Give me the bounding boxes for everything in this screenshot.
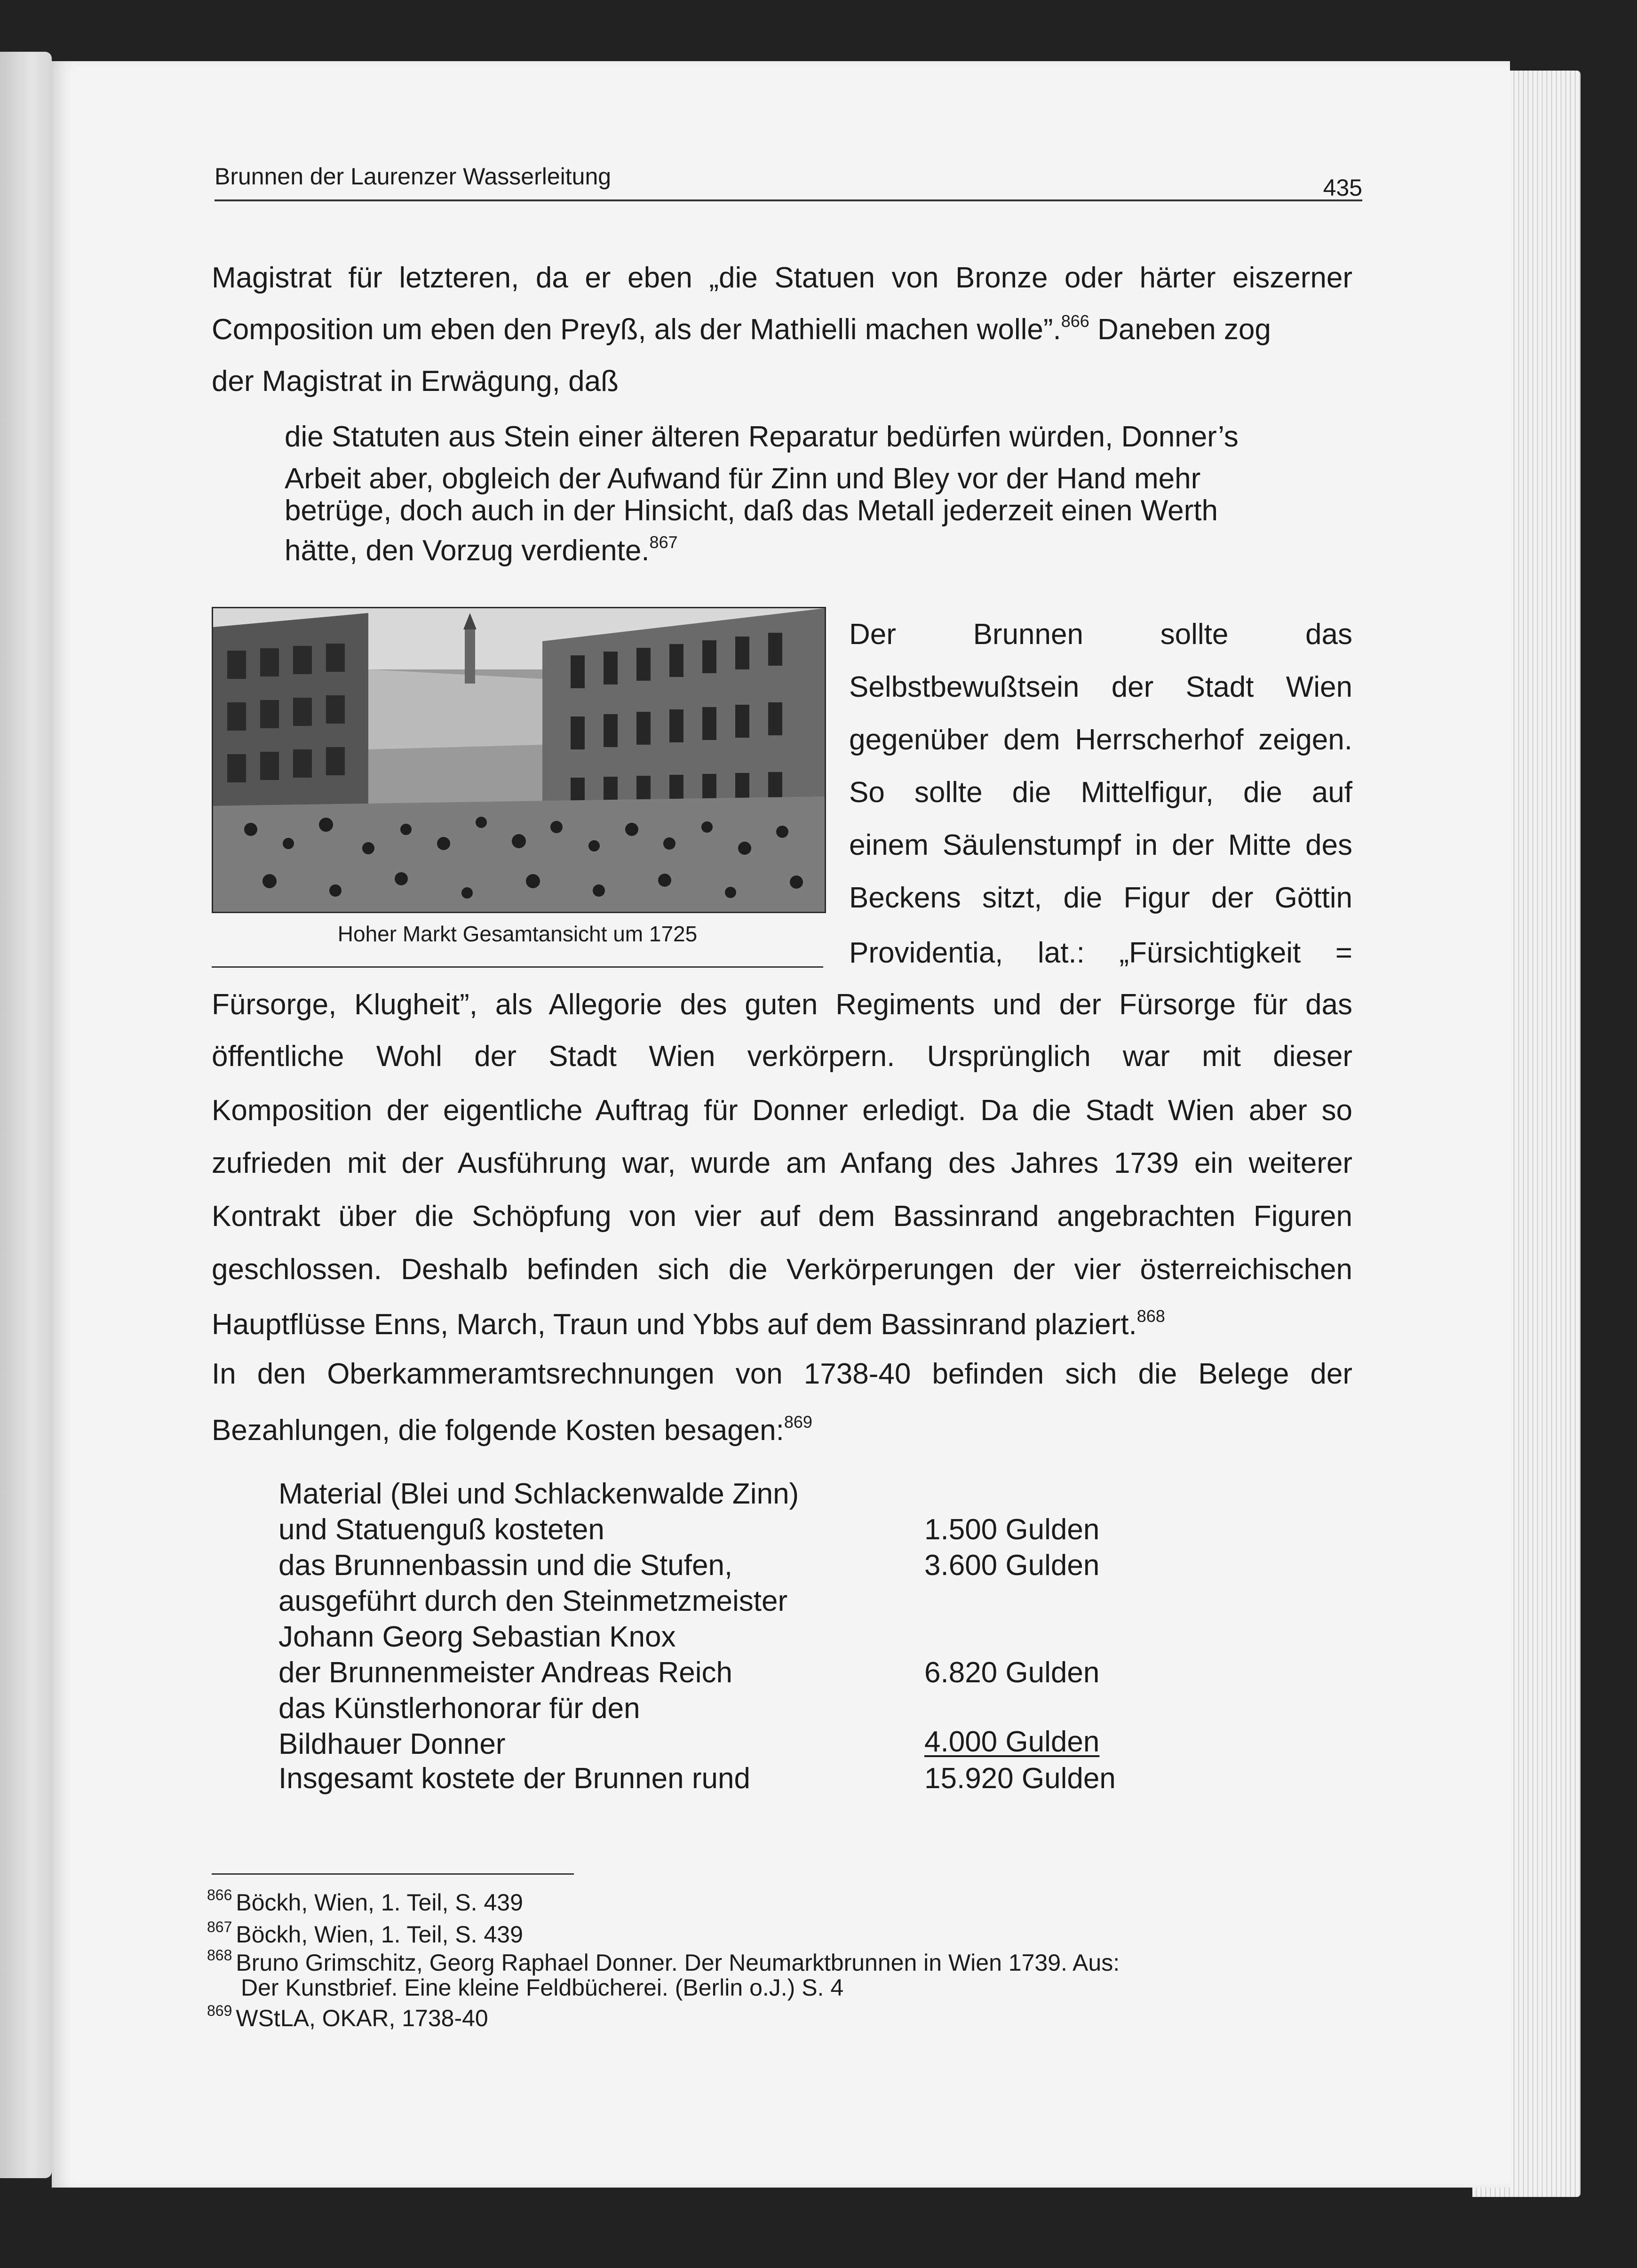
running-title: Brunnen der Laurenzer Wasserleitung (215, 163, 612, 190)
paragraph2-line7-text: Hauptflüsse Enns, March, Traun und Ybbs auf dem Bassinrand plaziert. (212, 1308, 1137, 1341)
caption-divider (212, 966, 823, 968)
footnote-divider (212, 1873, 574, 1875)
cost-label-statuenguss: und Statuenguß kosteten (278, 1513, 604, 1546)
footnote-ref-869: 869 (784, 1412, 812, 1432)
footnote-ref-866: 866 (1061, 311, 1089, 331)
quote-line1: die Statuten aus Stein einer älteren Reparatur bedürfen würden, Donner’s (285, 421, 1239, 453)
paragraph3-line2-text: Bezahlungen, die folgende Kosten besagen: (212, 1414, 784, 1447)
cost-label-material: Material (Blei und Schlackenwalde Zinn) (278, 1478, 799, 1510)
cost-value-donner: 4.000 Gulden (924, 1726, 1100, 1758)
side-text-line5: einem Säulenstumpf in der Mitte des (849, 829, 1352, 861)
side-text-line2: Selbstbewußtsein der Stadt Wien (849, 671, 1352, 703)
paragraph1-line1: Magistrat für letzteren, da er eben „die Statuen von Bronze oder härter eiszerner (212, 262, 1352, 294)
side-text-line1: Der Brunnen sollte das (849, 618, 1352, 651)
footnote-868 (207, 1948, 1120, 1974)
page-header (215, 160, 1362, 201)
cost-label-bassin: das Brunnenbassin und die Stufen, (278, 1549, 733, 1582)
footnote-text: Böckh, Wien, 1. Teil, S. 439 (236, 1889, 523, 1916)
cost-value-bassin: 3.600 Gulden (924, 1549, 1100, 1582)
footnote-text: Bruno Grimschitz, Georg Raphael Donner. Der Neumarktbrunnen in Wien 1739. Aus: (236, 1950, 1120, 1976)
footnote-number: 868 (207, 1947, 232, 1964)
side-text-line4: So sollte die Mittelfigur, die auf (849, 776, 1352, 809)
paragraph2-line3: Komposition der eigentliche Auftrag für Donner erledigt. Da die Stadt Wien aber so (212, 1094, 1352, 1127)
paragraph3-line2 (212, 1414, 812, 1445)
footnote-867 (207, 1919, 523, 1946)
footnote-number: 869 (207, 2002, 232, 2019)
cost-value-material: 1.500 Gulden (924, 1513, 1100, 1546)
paragraph1-line2-tail: Daneben zog (1089, 313, 1271, 346)
side-text-line7: Providentia, lat.: „Fürsichtigkeit = (849, 937, 1352, 969)
cost-value-total: 15.920 Gulden (924, 1762, 1116, 1795)
cost-label-donner: Bildhauer Donner (278, 1728, 506, 1760)
quote-line3: betrüge, doch auch in der Hinsicht, daß das Metall jederzeit einen Werth (285, 494, 1218, 527)
page-number: 435 (1323, 175, 1362, 201)
footnote-text: Böckh, Wien, 1. Teil, S. 439 (236, 1921, 523, 1948)
footnote-ref-868: 868 (1136, 1306, 1165, 1326)
left-page-edge (0, 52, 52, 2178)
paragraph1-line3: der Magistrat in Erwägung, daß (212, 365, 619, 398)
paragraph2-line1: Fürsorge, Klugheit”, als Allegorie des guten Regiments und der Fürsorge für das (212, 988, 1352, 1021)
footnote-ref-867: 867 (649, 533, 678, 552)
cost-label-reich: der Brunnenmeister Andreas Reich (278, 1656, 732, 1689)
paragraph3-line1: In den Oberkammeramtsrechnungen von 1738-40 befinden sich die Belege der (212, 1358, 1352, 1390)
paragraph2-line4: zufrieden mit der Ausführung war, wurde am Anfang des Jahres 1739 ein weiterer (212, 1147, 1352, 1179)
cost-label-honorar: das Künstlerhonorar für den (278, 1692, 640, 1725)
paragraph2-line2: öffentliche Wohl der Stadt Wien verkörpern. Ursprünglich war mit dieser (212, 1040, 1352, 1073)
cost-label-total: Insgesamt kostete der Brunnen rund (278, 1762, 750, 1795)
hoher-markt-engraving (212, 607, 826, 913)
cost-value-reich: 6.820 Gulden (924, 1656, 1100, 1689)
paragraph2-line7 (212, 1308, 1165, 1339)
side-text-line6: Beckens sitzt, die Figur der Göttin (849, 882, 1352, 914)
footnote-869 (207, 2003, 488, 2030)
footnote-number: 866 (207, 1886, 232, 1903)
footnote-868-continuation: Der Kunstbrief. Eine kleine Feldbücherei. (Berlin o.J.) S. 4 (241, 1974, 844, 2001)
figure-caption: Hoher Markt Gesamtansicht um 1725 (337, 922, 698, 946)
footnote-number: 867 (207, 1918, 232, 1935)
quote-line4-text: hätte, den Vorzug verdiente. (285, 534, 650, 567)
paragraph1-line2 (212, 313, 1352, 344)
cost-label-knox: Johann Georg Sebastian Knox (278, 1621, 676, 1653)
footnote-866 (207, 1887, 523, 1914)
paragraph2-line5: Kontrakt über die Schöpfung von vier auf dem Bassinrand angebrachten Figuren (212, 1200, 1352, 1233)
paragraph2-line6: geschlossen. Deshalb befinden sich die Verkörperungen der vier österreichischen (212, 1253, 1352, 1286)
quote-line4 (285, 534, 678, 565)
cost-label-steinmetz: ausgeführt durch den Steinmetzmeister (278, 1585, 788, 1617)
paragraph1-line2-text: Composition um eben den Preyß, als der Mathielli machen wolle”. (212, 313, 1061, 346)
side-text-line3: gegenüber dem Herrscherhof zeigen. (849, 724, 1352, 756)
footnote-text: WStLA, OKAR, 1738-40 (236, 2005, 488, 2031)
quote-line2: Arbeit aber, obgleich der Aufwand für Zinn und Bley vor der Hand mehr (285, 462, 1201, 495)
